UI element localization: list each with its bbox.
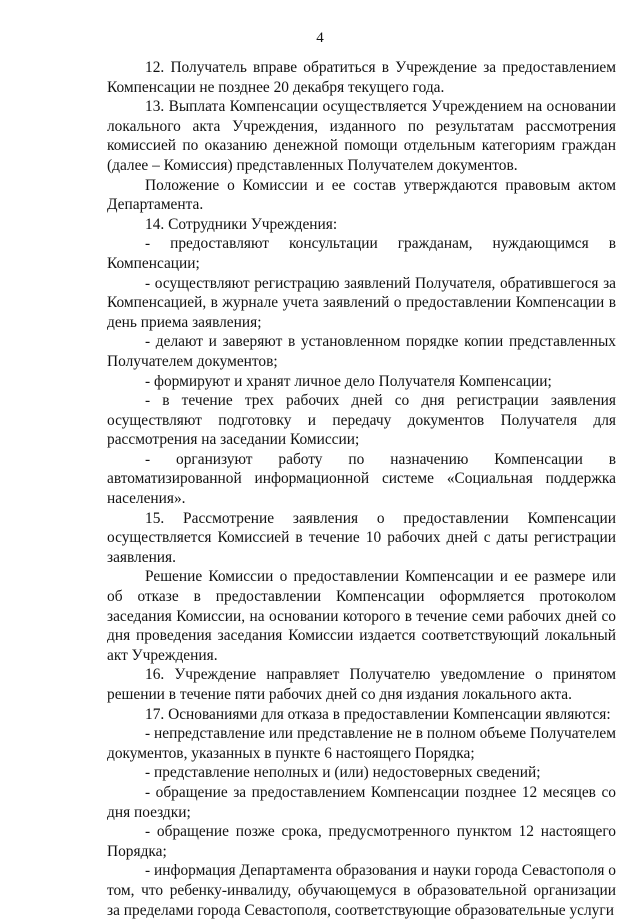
list-item: - информация Департамента образования и науки города Севастополя о том, что ребенку-инвалиду, обучающемуся в образовательной организации за пределами города Севастополя, соответствующие образовательные услуги xyxy=(107,862,616,919)
paragraph-12: 12. Получатель вправе обратиться в Учреждение за предоставлением Компенсации не позднее 20 декабря текущего года. xyxy=(107,59,616,96)
list-item: - формируют и хранят личное дело Получателя Компенсации; xyxy=(145,372,552,390)
list-item: - непредставление или представление не в полном объеме Получателем документов, указанных в пункте 6 настоящего Порядка; xyxy=(107,725,616,762)
page-number: 4 xyxy=(316,30,324,46)
paragraph-14: 14. Сотрудники Учреждения: xyxy=(145,215,338,233)
paragraph-commission-decision: Решение Комиссии о предоставлении Компенсации и ее размере или об отказе в предоставлении Компенсации оформляется протоколом заседания Комиссии, на основании которого в течение семи рабочих дней со дня проведения заседания Комиссии издается соответствующий локальный акт Учреждения. xyxy=(107,568,616,664)
paragraph-13: 13. Выплата Компенсации осуществляется Учреждением на основании локального акта Учреждения, изданного по результатам рассмотрения комиссией по оказанию денежной помощи отдельным категориям граждан (далее – Комиссия) представленных Получателем документов. xyxy=(107,98,616,174)
paragraph-commission-regulation: Положение о Комиссии и ее состав утверждаются правовым актом Департамента. xyxy=(107,176,616,214)
paragraph-17: 17. Основаниями для отказа в предоставлении Компенсации являются: xyxy=(145,705,611,723)
list-item: - обращение позже срока, предусмотренного пунктом 12 настоящего Порядка; xyxy=(107,823,616,860)
list-item: - обращение за предоставлением Компенсации позднее 12 месяцев со дня поездки; xyxy=(107,783,616,821)
list-item: - осуществляют регистрацию заявлений Получателя, обратившегося за Компенсацией, в журнале учета заявлений о предоставлении Компенсации в день приема заявления; xyxy=(107,274,616,331)
list-item: - предоставляют консультации гражданам, нуждающимся в Компенсации; xyxy=(107,235,616,272)
list-item: - представление неполных и (или) недостоверных сведений; xyxy=(145,764,541,782)
paragraph-15: 15. Рассмотрение заявления о предоставлении Компенсации осуществляется Комиссией в течение 10 рабочих дней с даты регистрации заявления. xyxy=(107,509,616,566)
document-body xyxy=(107,58,616,920)
list-item: - в течение трех рабочих дней со дня регистрации заявления осуществляют подготовку и передачу документов Получателя для рассмотрения на заседании Комиссии; xyxy=(107,392,616,449)
list-item: - организуют работу по назначению Компенсации в автоматизированной информационной системе «Социальная поддержка населения». xyxy=(107,450,616,508)
paragraph-16: 16. Учреждение направляет Получателю уведомление о принятом решении в течение пяти рабочих дней со дня издания локального акта. xyxy=(107,666,616,703)
list-item: - делают и заверяют в установленном порядке копии представленных Получателем документов; xyxy=(107,333,616,370)
